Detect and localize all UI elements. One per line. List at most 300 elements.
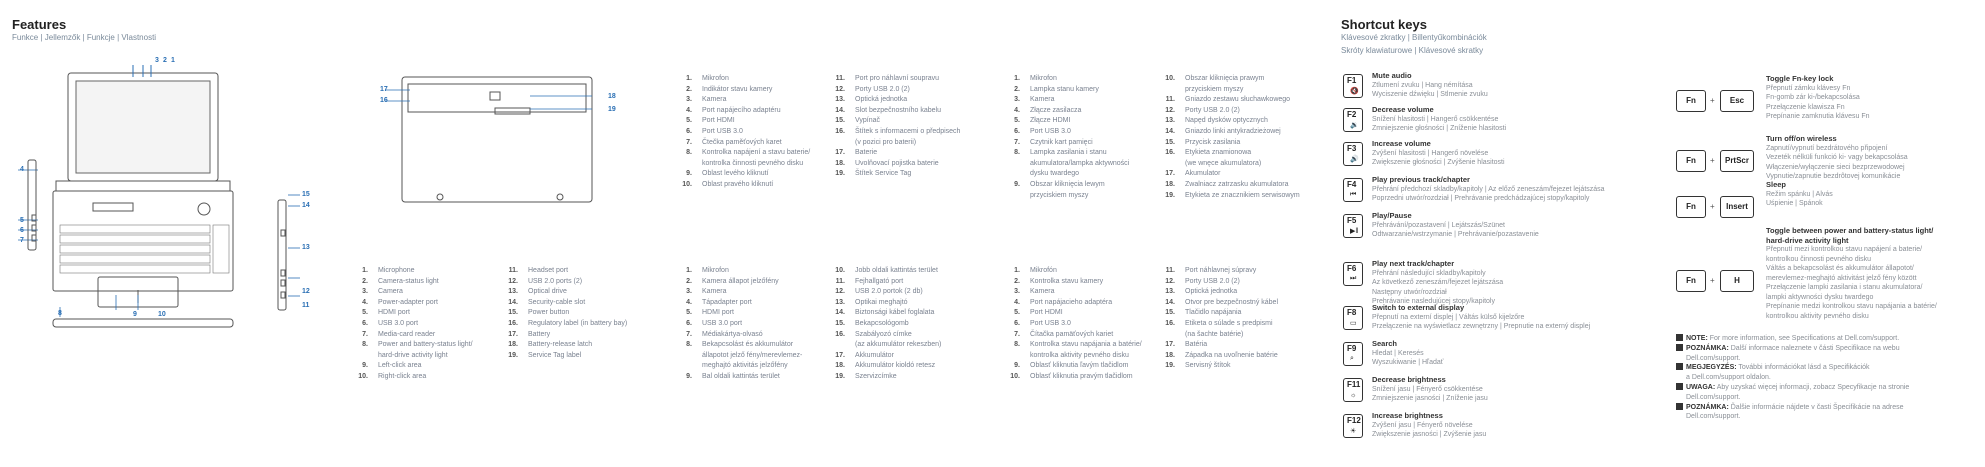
- shortcut-description: [1372, 175, 1605, 204]
- list-item: [1010, 159, 1129, 170]
- list-item: [682, 340, 802, 351]
- list-item: [682, 372, 802, 383]
- list-item-number: 5.: [1014, 117, 1020, 125]
- shortcut-description: [1372, 71, 1488, 100]
- list-item-label: Szervizcímke: [855, 372, 897, 380]
- callout-5: 5: [20, 217, 24, 224]
- list-item-number: 15.: [508, 309, 518, 317]
- list-item: [835, 127, 960, 138]
- shortcut-translation: Ztlumení zvuku | Hang némítása: [1372, 81, 1473, 89]
- list-item: [1010, 85, 1129, 96]
- list-item-label: Napęd dysków optycznych: [1185, 117, 1268, 125]
- list-item-label: Servisný štítok: [1185, 362, 1231, 370]
- list-item: [508, 298, 627, 309]
- feature-list-hu-2: [835, 266, 941, 383]
- shortcut-translation: Přepnutí na externí displej | Váltás külső kijelzőre: [1372, 313, 1525, 321]
- list-item-number: 5.: [362, 309, 368, 317]
- list-item: [358, 298, 473, 309]
- note-text: Dell.com/support.: [1686, 393, 1741, 401]
- list-item-label: Gniazdo zestawu słuchawkowego: [1185, 96, 1291, 104]
- list-item-number: 9.: [1014, 362, 1020, 370]
- list-item-number: 16.: [835, 127, 845, 135]
- list-item-number: 14.: [835, 106, 845, 114]
- list-item-label: Štítek Service Tag: [855, 170, 912, 178]
- list-item: [1165, 319, 1278, 330]
- key-prtscr: PrtScr: [1720, 150, 1754, 172]
- list-item: [358, 340, 473, 351]
- list-item-label: Power button: [528, 309, 570, 317]
- note-label: MEGJEGYZÉS:: [1686, 364, 1737, 372]
- list-item: [1010, 138, 1129, 149]
- shortcut-translation: Przełączenie na wyświetlacz zewnętrzny | Prepnutie na externý displej: [1372, 323, 1591, 330]
- list-item-label: Złącze zasilacza: [1030, 106, 1082, 114]
- list-item-label: Tlačidlo napájania: [1185, 309, 1242, 317]
- list-item-label: Zwalniacz zatrzasku akumulatora: [1185, 180, 1289, 188]
- list-item-number: 2.: [1014, 277, 1020, 285]
- list-item-number: 17.: [1165, 341, 1175, 349]
- list-item-number: 11.: [1165, 267, 1175, 274]
- list-item-label: Kamera állapot jelzőfény: [702, 277, 779, 285]
- shortcut-action: Switch to external display: [1372, 303, 1465, 312]
- features-title: Features: [12, 17, 67, 32]
- list-item-label: Bal oldali kattintás terület: [702, 372, 780, 380]
- list-item-label: HDMI port: [702, 309, 734, 317]
- list-item: [682, 169, 810, 180]
- list-item-number: 18.: [1165, 180, 1175, 188]
- callout-19: 19: [608, 106, 616, 113]
- list-item-label: Battery: [528, 330, 551, 338]
- note-text: Dell.com/support.: [1686, 354, 1741, 362]
- note-line: [1686, 412, 1740, 422]
- list-item-label: Mikrofon: [702, 75, 729, 82]
- list-item: [358, 287, 473, 298]
- shortcut-translation: Zwiększenie jasności | Zvýšenie jasu: [1372, 431, 1487, 438]
- combo-translation: Vezeték nélküli funkció ki- vagy bekapcsolása: [1766, 154, 1908, 161]
- combo-translation: Váltás a bekapcsolást és akkumulátor állapotot/: [1766, 265, 1914, 272]
- combo-translation: Režim spánku | Alvás: [1766, 190, 1833, 198]
- list-item-label: Etykieta znamionowa: [1185, 149, 1252, 157]
- list-item: [1165, 116, 1300, 127]
- list-item: [1165, 169, 1300, 180]
- list-item: [1165, 95, 1300, 106]
- list-item-label: Kamera: [1030, 96, 1055, 104]
- list-item: [682, 148, 810, 159]
- shortcut-subtitle-1: Klávesové zkratky | Billentyűkombinációk: [1341, 33, 1487, 42]
- note-line: [1676, 344, 1900, 354]
- list-item: [1010, 266, 1142, 277]
- list-item-label: Port USB 3.0: [702, 127, 743, 135]
- feature-list-sk: [1010, 266, 1142, 383]
- list-item: [835, 106, 960, 117]
- list-item-label: (na šachte batérie): [1185, 330, 1244, 338]
- key-label: F4: [1347, 180, 1357, 189]
- list-item-number: 10.: [835, 267, 845, 274]
- shortcut-description: [1372, 411, 1486, 440]
- shortcut-translation: Zmniejszenie głośności | Zníženie hlasitosti: [1372, 125, 1507, 132]
- list-item-number: 3.: [686, 288, 692, 296]
- note-text: Dell.com/support.: [1686, 413, 1741, 421]
- shortcut-translation: Přehrání předchozí skladby/kapitoly | Az előző zeneszám/fejezet lejátszása: [1372, 185, 1605, 193]
- list-item-label: Czytnik kart pamięci: [1030, 138, 1093, 146]
- list-item: [508, 319, 627, 330]
- list-item-label: Akkumulátor: [855, 351, 894, 359]
- list-item-number: 12.: [1165, 277, 1175, 285]
- volume-down-icon: 🔉: [1350, 122, 1359, 129]
- callout-13: 13: [302, 244, 310, 251]
- shortcut-subtitle-2: Skróty klawiaturowe | Klávesové skratky: [1341, 46, 1484, 55]
- list-item-label: Otvor pre bezpečnostný kábel: [1185, 298, 1278, 306]
- list-item-label: Etiketa o súlade s predpismi: [1185, 319, 1273, 327]
- shortcut-action: Play/Pause: [1372, 211, 1412, 220]
- list-item-label: Bekapcsológomb: [855, 319, 909, 327]
- list-item-label: Microphone: [378, 267, 415, 274]
- list-item: [1165, 191, 1300, 202]
- callout-4: 4: [20, 166, 24, 173]
- list-item: [835, 287, 941, 298]
- list-item-number: 4.: [1014, 106, 1020, 114]
- list-item-label: Regulatory label (in battery bay): [528, 319, 628, 327]
- list-item-number: 2.: [686, 277, 692, 285]
- list-item: [508, 330, 627, 341]
- list-item-label: állapotot jelző fény/merevlemez-: [702, 351, 803, 359]
- list-item-label: Battery-release latch: [528, 341, 593, 349]
- list-item-number: 1.: [362, 267, 368, 274]
- list-item: [508, 340, 627, 351]
- list-item-number: 10.: [1165, 75, 1175, 82]
- list-item-number: 7.: [362, 330, 368, 338]
- list-item-number: 8.: [686, 149, 692, 157]
- callout-15: 15: [302, 191, 310, 198]
- list-item-number: 8.: [1014, 341, 1020, 349]
- combo-translation: merevlemez-meghajtó aktivitást jelző fény között: [1766, 274, 1917, 282]
- list-item-label: Camera: [378, 288, 403, 296]
- list-item-label: kontrolka činnosti pevného disku: [702, 159, 804, 167]
- list-item: [835, 340, 941, 351]
- list-item: [1010, 127, 1129, 138]
- list-item-label: Mikrofon: [1030, 75, 1057, 82]
- combo-translation: Uśpienie | Spánok: [1766, 200, 1823, 207]
- list-item: [1165, 106, 1300, 117]
- list-item: [1165, 74, 1300, 85]
- key-f11: [1343, 378, 1363, 402]
- list-item: [682, 180, 810, 191]
- feature-list-hu: [682, 266, 802, 383]
- next-track-icon: ⏭: [1350, 275, 1357, 282]
- list-item-number: 6.: [1014, 319, 1020, 327]
- list-item: [682, 95, 810, 106]
- list-item-number: 15.: [1165, 309, 1175, 317]
- plus-sign: +: [1710, 96, 1715, 105]
- list-item-label: (az akkumulátor rekeszben): [855, 341, 942, 349]
- shortcut-translation: Snížení jasu | Fényerő csökkentése: [1372, 385, 1483, 393]
- key-label: F6: [1347, 264, 1357, 273]
- list-item-label: Kamera: [702, 288, 727, 296]
- shortcut-translation: Az következő zeneszám/fejezet lejátszása: [1372, 279, 1504, 286]
- list-item-number: 1.: [1014, 267, 1020, 274]
- list-item-number: 3.: [362, 288, 368, 296]
- note-line: [1676, 363, 1870, 373]
- list-item: [835, 330, 941, 341]
- list-item: [682, 330, 802, 341]
- list-item: [1010, 361, 1142, 372]
- list-item-label: Oblasť kliknutia pravým tlačidlom: [1030, 372, 1133, 380]
- callout-1: 1: [171, 57, 175, 64]
- list-item-label: przyciskiem myszy: [1030, 191, 1089, 199]
- list-item: [1010, 319, 1142, 330]
- list-item-number: 10.: [682, 180, 692, 188]
- key-fn: Fn: [1676, 150, 1706, 172]
- list-item: [1165, 148, 1300, 159]
- list-item: [1010, 340, 1142, 351]
- combo-action: Toggle between power and battery-status light/: [1766, 226, 1934, 235]
- list-item: [682, 308, 802, 319]
- list-item-label: Indikátor stavu kamery: [702, 85, 773, 93]
- list-item-number: 19.: [835, 372, 845, 380]
- list-item-label: Power and battery-status light/: [378, 341, 473, 349]
- list-item-label: Headset port: [528, 267, 569, 274]
- note-icon: [1676, 344, 1683, 351]
- shortcut-description: [1372, 139, 1505, 168]
- list-item: [508, 266, 627, 277]
- list-item-number: 11.: [835, 75, 845, 82]
- list-item-number: 13.: [835, 96, 845, 104]
- note-label: POZNÁMKA:: [1686, 403, 1729, 411]
- list-item: [1010, 169, 1129, 180]
- list-item-label: Port napájacieho adaptéra: [1030, 298, 1113, 306]
- list-item-number: 18.: [1165, 351, 1175, 359]
- list-item-number: 15.: [835, 117, 845, 125]
- shortcut-translation: Zwiększenie głośności | Zvýšenie hlasitosti: [1372, 159, 1505, 166]
- list-item: [835, 308, 941, 319]
- list-item-number: 4.: [1014, 298, 1020, 306]
- list-item-number: 19.: [1165, 362, 1175, 370]
- display-switch-icon: ▭: [1350, 320, 1357, 327]
- note-text: For more information, see Specifications at Dell.com/support.: [1707, 335, 1900, 342]
- list-item-label: Gniazdo linki antykradzieżowej: [1185, 127, 1281, 135]
- list-item-label: USB 3.0 port: [378, 319, 419, 327]
- list-item-number: 17.: [508, 330, 518, 338]
- list-item: [1010, 287, 1142, 298]
- combo-translation: Vypnutie/zapnutie bezdrôtovej komunikácie: [1766, 173, 1901, 180]
- list-item-number: 16.: [1165, 149, 1175, 157]
- list-item-label: Kontrolka stavu kamery: [1030, 277, 1104, 285]
- list-item-label: Oblast levého kliknutí: [702, 170, 769, 178]
- note-line: [1676, 383, 1909, 393]
- note-icon: [1676, 363, 1683, 370]
- key-fn: Fn: [1676, 270, 1706, 292]
- shortcut-translation: Poprzedni utwór/rozdział | Prehrávanie predchádzajúcej stopy/kapitoly: [1372, 195, 1590, 202]
- list-item-label: przyciskiem myszy: [1185, 85, 1244, 93]
- shortcut-translation: Přehrávání/pozastavení | Lejátszás/Szünet: [1372, 221, 1505, 229]
- combo-action: Toggle Fn-key lock: [1766, 74, 1834, 83]
- shortcut-description: [1372, 105, 1506, 134]
- combo-translation: Przełączenie lampki zasilania i stanu akumulatora/: [1766, 284, 1923, 291]
- list-item-label: Štítek s informacemi o předpisech: [855, 127, 961, 135]
- list-item-number: 7.: [686, 138, 692, 146]
- list-item-label: Biztonsági kábel foglalata: [855, 309, 935, 317]
- list-item-number: 10.: [358, 372, 368, 380]
- list-item-label: USB 2.0 portok (2 db): [855, 288, 923, 296]
- list-item-number: 9.: [362, 362, 368, 370]
- key-label: F1: [1347, 76, 1357, 85]
- callout-8: 8: [58, 310, 62, 317]
- list-item: [835, 277, 941, 288]
- list-item-number: 19.: [835, 170, 845, 178]
- list-item-label: Mikrofón: [1030, 267, 1057, 274]
- list-item-label: Port náhlavnej súpravy: [1185, 267, 1257, 274]
- list-item-number: 5.: [686, 117, 692, 125]
- list-item: [358, 330, 473, 341]
- list-item: [682, 116, 810, 127]
- list-item-number: 1.: [1014, 75, 1020, 82]
- laptop-bottom-illustration: [380, 72, 620, 212]
- list-item: [1165, 361, 1278, 372]
- list-item-number: 9.: [1014, 180, 1020, 188]
- shortcut-translation: Zmniejszenie jasności | Zníženie jasu: [1372, 395, 1488, 402]
- callout-16: 16: [380, 97, 388, 104]
- key-f9: [1343, 342, 1363, 366]
- list-item-number: 14.: [835, 309, 845, 317]
- callout-3: 3: [155, 57, 159, 64]
- combo-description: [1766, 134, 1908, 182]
- list-item-number: 19.: [1165, 191, 1175, 199]
- shortcut-description: [1372, 303, 1590, 332]
- list-item-number: 17.: [1165, 170, 1175, 178]
- list-item: [835, 266, 941, 277]
- list-item: [682, 159, 810, 170]
- list-item-label: Camera-status light: [378, 277, 439, 285]
- list-item: [835, 169, 960, 180]
- list-item: [835, 138, 960, 149]
- list-item: [682, 85, 810, 96]
- list-item: [682, 298, 802, 309]
- list-item-label: Left-click area: [378, 362, 422, 370]
- shortcut-action: Mute audio: [1372, 71, 1412, 80]
- list-item: [1010, 95, 1129, 106]
- list-item-label: Optical drive: [528, 288, 567, 296]
- list-item: [358, 319, 473, 330]
- list-item-number: 9.: [686, 372, 692, 380]
- shortcut-translation: Hledat | Keresés: [1372, 349, 1424, 357]
- list-item-label: dysku twardego: [1030, 170, 1080, 178]
- list-item-number: 12.: [835, 288, 845, 296]
- list-item: [1165, 277, 1278, 288]
- list-item: [682, 277, 802, 288]
- note-text: További információkat lásd a Specifikációk: [1736, 364, 1870, 372]
- list-item: [682, 138, 810, 149]
- shortcut-description: [1372, 259, 1503, 307]
- list-item: [1010, 74, 1129, 85]
- plus-sign: +: [1710, 202, 1715, 211]
- list-item-label: Kamera: [1030, 288, 1055, 296]
- list-item-number: 17.: [835, 351, 845, 359]
- list-item-label: (we wnęce akumulatora): [1185, 159, 1262, 167]
- list-item-number: 13.: [1165, 117, 1175, 125]
- list-item: [1165, 138, 1300, 149]
- list-item: [682, 106, 810, 117]
- list-item-number: 6.: [686, 127, 692, 135]
- list-item-number: 7.: [1014, 330, 1020, 338]
- shortcut-description: [1372, 375, 1488, 404]
- list-item-number: 3.: [686, 96, 692, 104]
- feature-list-cs-2: [835, 74, 960, 180]
- list-item-number: 14.: [508, 298, 518, 306]
- list-item-label: Optikai meghajtó: [855, 298, 908, 306]
- list-item-number: 13.: [508, 288, 518, 296]
- list-item-label: hard-drive activity light: [378, 351, 448, 359]
- list-item-number: 1.: [686, 267, 692, 274]
- list-item: [1165, 308, 1278, 319]
- list-item: [1010, 277, 1142, 288]
- combo-action: Sleep: [1766, 180, 1787, 189]
- list-item-label: Tápadapter port: [702, 298, 752, 306]
- list-item-label: Mikrofon: [702, 267, 729, 274]
- list-item-number: 3.: [1014, 288, 1020, 296]
- shortcut-action: Decrease volume: [1372, 105, 1434, 114]
- list-item-label: Uvolňovací pojistka baterie: [855, 159, 939, 167]
- note-text: Aby uzyskać więcej informacji, zobacz Specyfikacje na stronie: [1715, 384, 1910, 391]
- list-item-label: Porty USB 2.0 (2): [1185, 277, 1240, 285]
- key-fn: Fn: [1676, 196, 1706, 218]
- list-item-number: 15.: [1165, 138, 1175, 146]
- list-item: [508, 308, 627, 319]
- list-item-label: meghajtó aktivitás jelzőfény: [702, 362, 788, 370]
- combo-translation: lampki aktywności dysku twardego: [1766, 293, 1874, 301]
- list-item-label: Kontrolka stavu napájania a batérie/: [1030, 341, 1142, 349]
- list-item-label: Port USB 3.0: [1030, 319, 1071, 327]
- list-item-number: 17.: [835, 149, 845, 157]
- list-item-label: (v pozici pro baterii): [855, 138, 917, 146]
- features-subtitle: Funkce | Jellemzők | Funkcje | Vlastnosti: [12, 33, 157, 42]
- list-item-number: 8.: [686, 341, 692, 349]
- combo-translation: Prepínanie medzi kontrolkou stavu napájania a batérie/: [1766, 303, 1937, 310]
- list-item-number: 2.: [362, 277, 368, 285]
- list-item-label: Čtečka paměťových karet: [702, 138, 782, 146]
- list-item: [508, 287, 627, 298]
- list-item-label: Obszar kliknięcia lewym: [1030, 180, 1105, 188]
- list-item-label: Złącze HDMI: [1030, 117, 1071, 125]
- list-item: [835, 85, 960, 96]
- list-item-label: Etykieta ze znacznikiem serwisowym: [1185, 191, 1300, 199]
- list-item-number: 13.: [1165, 288, 1175, 296]
- list-item: [682, 287, 802, 298]
- note-text: Další informace naleznete v části Specifikace na webu: [1728, 344, 1900, 352]
- note-text: Ďalšie informácie nájdete v časti Špecifikácie na adrese: [1728, 403, 1904, 411]
- combo-action: Turn off/on wireless: [1766, 134, 1837, 143]
- key-label: F5: [1347, 216, 1357, 225]
- shortcut-description: [1372, 339, 1443, 368]
- list-item-label: Optická jednotka: [855, 96, 908, 104]
- list-item-number: 11.: [508, 267, 518, 274]
- shortcut-action: Increase brightness: [1372, 411, 1443, 420]
- feature-list-en-2: [508, 266, 627, 361]
- brightness-down-icon: ☼: [1350, 392, 1357, 399]
- feature-list-en: [358, 266, 473, 383]
- key-fn: Fn: [1676, 90, 1706, 112]
- shortcut-translation: Zvýšení jasu | Fényerő növelése: [1372, 421, 1473, 429]
- list-item: [835, 361, 941, 372]
- shortcut-translation: Odtwarzanie/wstrzymanie | Prehrávanie/pozastavenie: [1372, 231, 1539, 238]
- list-item: [1010, 180, 1129, 191]
- list-item-number: 4.: [362, 298, 368, 306]
- list-item: [1165, 180, 1300, 191]
- key-f5: [1343, 214, 1363, 238]
- list-item-number: 10.: [1010, 372, 1020, 380]
- shortcut-translation: Snížení hlasitosti | Hangerő csökkentése: [1372, 115, 1499, 123]
- list-item-number: 6.: [1014, 127, 1020, 135]
- shortcut-translation: Prehrávanie nasledujúcej stopy/kapitoly: [1372, 298, 1495, 305]
- shortcut-translation: Zvýšení hlasitosti | Hangerő növelése: [1372, 149, 1489, 157]
